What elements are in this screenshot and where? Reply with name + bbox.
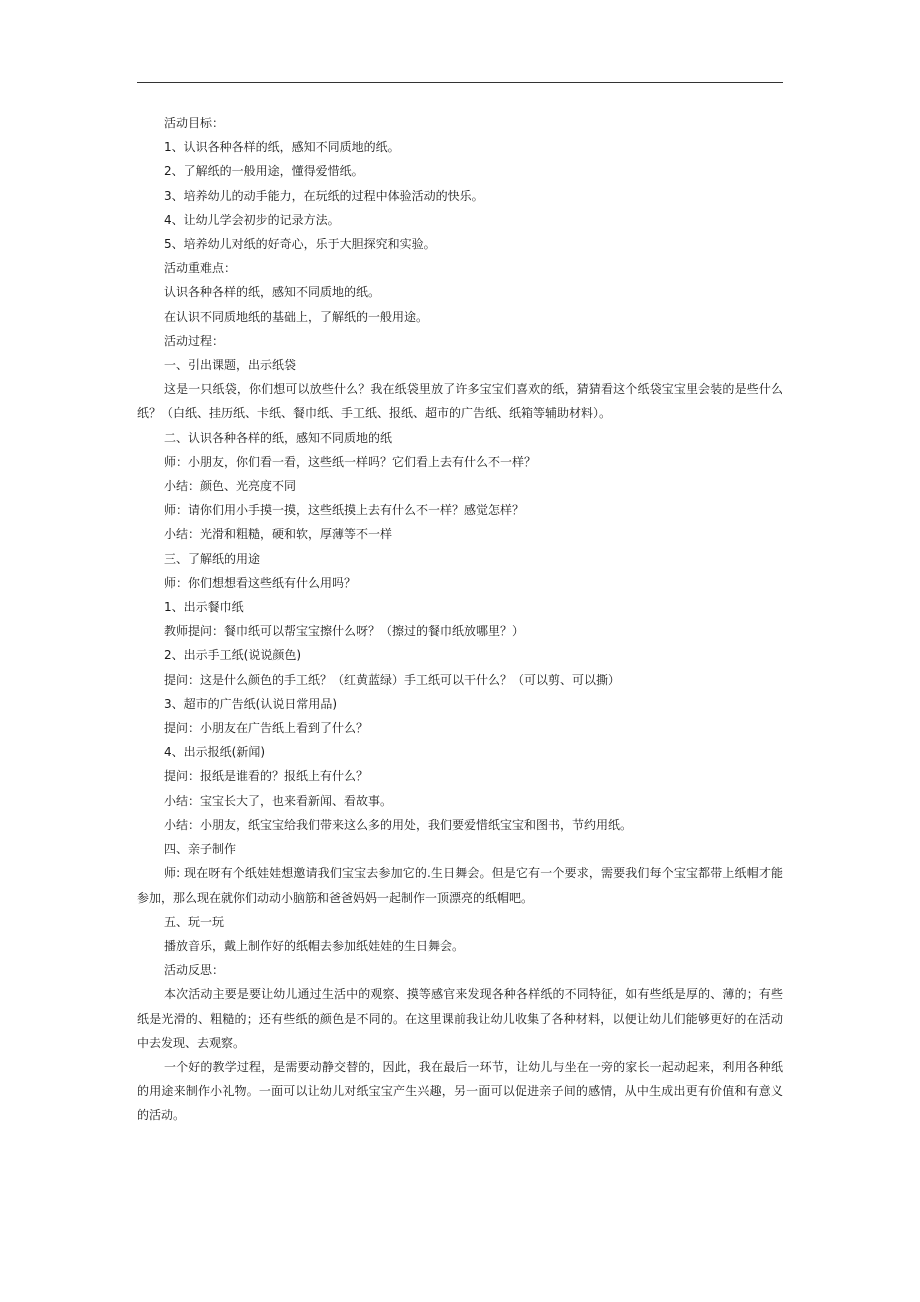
goal-item: 5、培养幼儿对纸的好奇心，乐于大胆探究和实验。	[164, 237, 436, 252]
heading-process: 活动过程：	[164, 333, 225, 348]
list-item: 1、出示餐巾纸	[164, 600, 244, 615]
paragraph: 播放音乐，戴上制作好的纸帽去参加纸娃娃的生日舞会。	[164, 938, 465, 953]
goal-item: 4、让幼儿学会初步的记录方法。	[164, 212, 340, 227]
section-heading: 五、玩一玩	[164, 914, 225, 929]
key-point: 在认识不同质地纸的基础上，了解纸的一般用途。	[164, 309, 429, 324]
document-body	[137, 111, 783, 1128]
paragraph: 小结：宝宝长大了，也来看新闻、看故事。	[164, 793, 393, 808]
paragraph: 这是一只纸袋，你们想可以放些什么？我在纸袋里放了许多宝宝们喜欢的纸，猜猜看这个纸袋宝宝里会装的是些什么纸？（白纸、挂历纸、卡纸、餐巾纸、手工纸、报纸、超市的广告纸、纸箱等辅助材料）。	[137, 382, 783, 421]
goal-item: 1、认识各种各样的纸，感知不同质地的纸。	[164, 140, 400, 155]
paragraph: 师: 现在呀有个纸娃娃想邀请我们宝宝去参加它的.生日舞会。但是它有一个要求，需要我们每个宝宝都带上纸帽才能参加，那么现在就你们动动小脑筋和爸爸妈妈一起制作一顶漂亮的纸帽吧。	[137, 866, 783, 905]
key-point: 认识各种各样的纸，感知不同质地的纸。	[164, 285, 381, 300]
paragraph: 师：你们想想看这些纸有什么用吗？	[164, 575, 357, 590]
section-heading: 三、了解纸的用途	[164, 551, 261, 566]
paragraph: 一个好的教学过程，是需要动静交替的，因此，我在最后一环节，让幼儿与坐在一旁的家长一起动起来，利用各种纸的用途来制作小礼物。一面可以让幼儿对纸宝宝产生兴趣，另一面可以促进亲子间的感情，从中生成出更有价值和有意义的活动。	[137, 1059, 783, 1123]
goal-item: 2、了解纸的一般用途，懂得爱惜纸。	[164, 164, 364, 179]
paragraph: 提问：报纸是谁看的？报纸上有什么？	[164, 769, 369, 784]
paragraph: 师：小朋友，你们看一看，这些纸一样吗？它们看上去有什么不一样？	[164, 454, 537, 469]
header-rule	[137, 82, 783, 83]
list-item: 4、出示报纸(新闻)	[164, 745, 265, 760]
paragraph: 小结：光滑和粗糙，硬和软，厚薄等不一样	[164, 527, 393, 542]
section-heading: 一、引出课题，出示纸袋	[164, 358, 297, 373]
paragraph: 提问：小朋友在广告纸上看到了什么？	[164, 721, 369, 736]
paragraph: 教师提问：餐巾纸可以帮宝宝擦什么呀？（擦过的餐巾纸放哪里？）	[164, 624, 525, 639]
paragraph: 本次活动主要是要让幼儿通过生活中的观察、摸等感官来发现各种各样纸的不同特征，如有些纸是厚的、薄的；有些纸是光滑的、粗糙的；还有些纸的颜色是不同的。在这里课前我让幼儿收集了各种材料，以便让幼儿们能够更好的在活动中去发现、去观察。	[137, 987, 783, 1050]
paragraph: 提问：这是什么颜色的手工纸？（红黄蓝绿）手工纸可以干什么？（可以剪、可以撕）	[164, 672, 621, 687]
heading-reflection: 活动反思：	[164, 963, 225, 978]
heading-goals: 活动目标：	[164, 116, 225, 130]
paragraph: 师：请你们用小手摸一摸，这些纸摸上去有什么不一样？感觉怎样？	[164, 503, 525, 518]
list-item: 2、出示手工纸(说说颜色)	[164, 648, 301, 663]
paragraph: 小结：颜色、光亮度不同	[164, 479, 297, 494]
section-heading: 二、认识各种各样的纸，感知不同质地的纸	[164, 430, 393, 445]
heading-key-points: 活动重难点：	[164, 261, 237, 276]
paragraph: 小结：小朋友，纸宝宝给我们带来这么多的用处，我们要爱惜纸宝宝和图书，节约用纸。	[164, 817, 633, 832]
goal-item: 3、培养幼儿的动手能力，在玩纸的过程中体验活动的快乐。	[164, 188, 484, 203]
section-heading: 四、亲子制作	[164, 842, 237, 857]
list-item: 3、超市的广告纸(认说日常用品)	[164, 696, 337, 711]
